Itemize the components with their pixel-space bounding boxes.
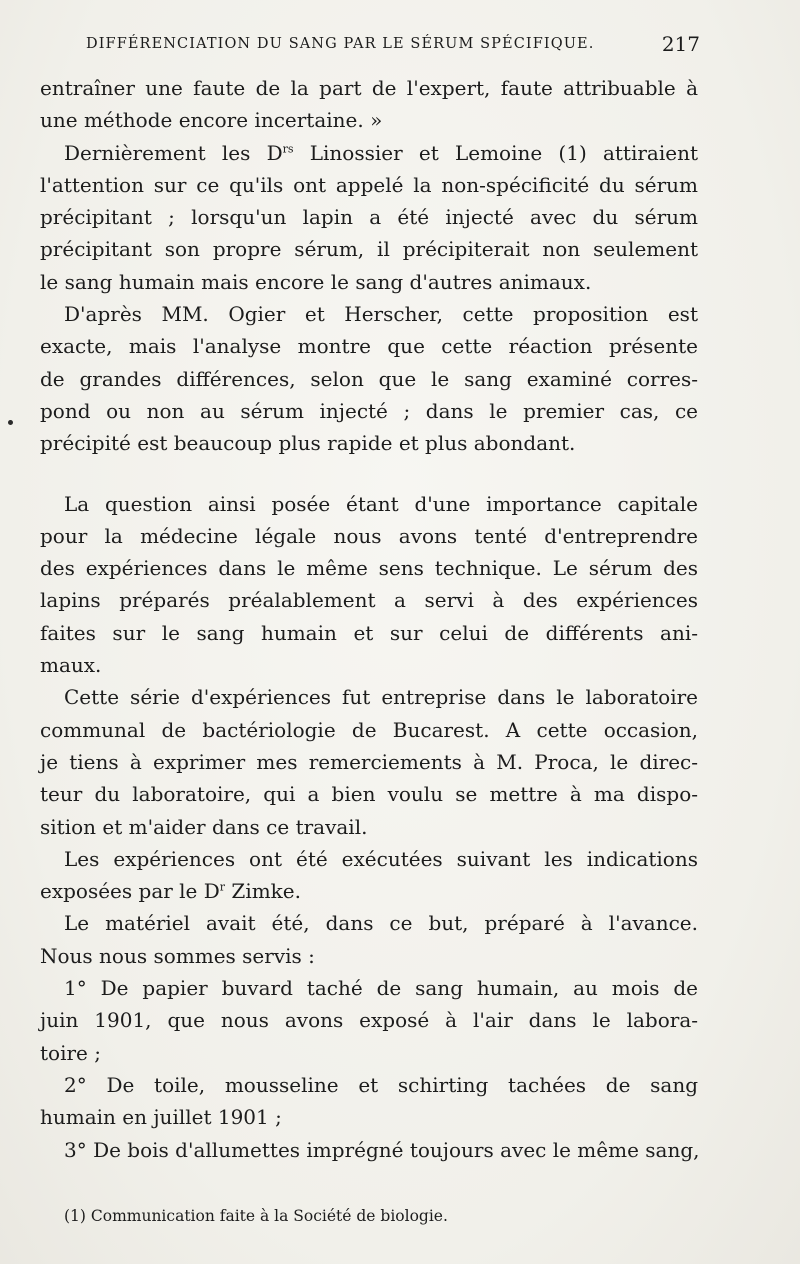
- paragraph-9: [40, 1069, 698, 1134]
- body-text: [40, 72, 698, 1166]
- text-line: précipitant ; lorsqu'un lapin a été injecté avec du sérum: [40, 205, 698, 230]
- text-line: D'après MM. Ogier et Herscher, cette proposition est: [64, 302, 698, 327]
- paragraph-3: [40, 298, 698, 459]
- text-line: entraîner une faute de la part de l'expert, faute attribuable à: [40, 76, 698, 100]
- text-line: lapins préparés préalablement a servi à des expériences: [40, 588, 698, 613]
- text-line: La question ainsi posée étant d'une importance capitale: [64, 491, 698, 516]
- page-number: 217: [661, 32, 700, 56]
- text-line: précipitant son propre sérum, il précipiterait non seulement: [40, 237, 698, 262]
- text-line: Cette série d'expériences fut entreprise dans le laboratoire: [64, 685, 698, 710]
- text-line: des expériences dans le même sens technique. Le sérum des: [40, 556, 698, 581]
- text-line: pour la médecine légale nous avons tenté d'entreprendre: [40, 523, 698, 548]
- text-line: maux.: [40, 653, 102, 678]
- superscript: r: [219, 880, 226, 894]
- text-line: pond ou non au sérum injecté ; dans le premier cas, ce: [40, 398, 698, 423]
- paragraph-1: [40, 72, 698, 137]
- paragraph-8: [40, 972, 698, 1069]
- text-line: de grandes différences, selon que le sang examiné corres-: [40, 366, 698, 391]
- text-line: humain en juillet 1901 ;: [40, 1105, 282, 1130]
- text-line: l'attention sur ce qu'ils ont appelé la non-spécificité du sérum: [40, 172, 698, 197]
- text-line: 3° De bois d'allumettes imprégné toujours avec le même sang,: [64, 1137, 700, 1162]
- text-fragment: exposées par le D: [40, 879, 220, 904]
- paragraph-6: [40, 843, 698, 908]
- print-speck: [8, 420, 13, 425]
- text-line: toire ;: [40, 1040, 101, 1065]
- paragraph-10: [40, 1134, 698, 1166]
- text-line: le sang humain mais encore le sang d'autres animaux.: [40, 269, 592, 294]
- text-line: juin 1901, que nous avons exposé à l'air dans le labora-: [40, 1008, 698, 1033]
- text-line: exacte, mais l'analyse montre que cette réaction présente: [40, 334, 698, 359]
- text-line: communal de bactériologie de Bucarest. A cette occasion,: [40, 717, 698, 742]
- text-line: [40, 137, 698, 169]
- text-fragment: Dernièrement les D: [64, 140, 283, 165]
- text-line: teur du laboratoire, qui a bien voulu se mettre à ma dispo-: [40, 782, 698, 807]
- text-line: Le matériel avait été, dans ce but, préparé à l'avance.: [64, 911, 698, 936]
- text-fragment: Linossier et Lemoine (1) attiraient: [293, 140, 698, 165]
- text-line: Les expériences ont été exécutées suivant les indications: [64, 846, 698, 871]
- text-line: précipité est beaucoup plus rapide et plus abondant.: [40, 431, 576, 456]
- text-line: 2° De toile, mousseline et schirting tachées de sang: [64, 1072, 698, 1097]
- text-line: 1° De papier buvard taché de sang humain, au mois de: [64, 976, 698, 1001]
- text-line: sition et m'aider dans ce travail.: [40, 814, 368, 839]
- text-line: Nous nous sommes servis :: [40, 943, 315, 968]
- paragraph-7: [40, 907, 698, 972]
- text-line: je tiens à exprimer mes remerciements à M. Proca, le direc-: [40, 749, 698, 774]
- superscript: rs: [282, 141, 294, 155]
- text-line: faites sur le sang humain et sur celui de différents ani-: [40, 620, 698, 645]
- text-fragment: Zimke.: [225, 879, 301, 904]
- paragraph-5: [40, 681, 698, 842]
- text-line: une méthode encore incertaine. »: [40, 108, 383, 133]
- running-title: DIFFÉRENCIATION DU SANG PAR LE SÉRUM SPÉCIFIQUE.: [86, 36, 595, 52]
- footnote: (1) Communication faite à la Société de biologie.: [64, 1207, 448, 1225]
- paragraph-2: [40, 137, 698, 298]
- page-header: [86, 30, 700, 64]
- text-line: [40, 875, 698, 907]
- paragraph-4: [40, 488, 698, 682]
